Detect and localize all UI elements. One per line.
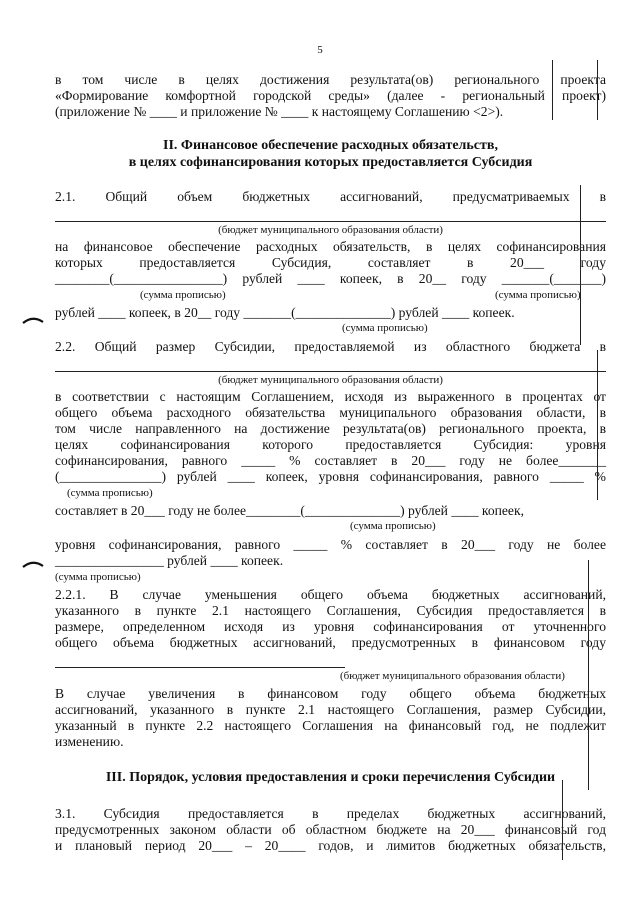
scan-artifact-line: [552, 60, 553, 120]
text-line: ________________ рублей ____ копеек.: [55, 553, 284, 568]
field-caption: (сумма прописью): [495, 289, 581, 301]
fill-in-rule: [55, 371, 606, 372]
text-line: общего объема бюджетных ассигнований, предусмотренных в финансовом году: [55, 635, 606, 650]
text-line: 2.2. Общий размер Субсидии, предоставляемой из областного бюджета в: [55, 339, 606, 354]
page-number: 5: [317, 44, 323, 56]
text-line: рублей ____ копеек, в 20__ году _______(______________) рублей ____ копеек.: [55, 305, 515, 320]
text-line: предусмотренных законом области об областном бюджете на 20___ финансовый год: [55, 822, 606, 837]
field-caption: (сумма прописью): [342, 322, 428, 334]
text-line: в соответствии с настоящим Соглашением, исходя из выраженного в процентах от: [55, 389, 606, 404]
scan-artifact-line: [562, 780, 563, 860]
text-line: указанный в пункте 2.2 настоящего Соглашения на финансовый год, не подлежит: [55, 718, 606, 733]
fill-in-rule: [55, 667, 345, 668]
section-heading: II. Финансовое обеспечение расходных обязательств,: [163, 138, 498, 153]
scan-artifact-line: [588, 560, 589, 790]
scan-artifact-line: [597, 350, 598, 500]
text-line: 3.1. Субсидия предоставляется в пределах бюджетных ассигнований,: [55, 806, 606, 821]
binding-mark-icon: [22, 317, 44, 324]
text-line: «Формирование комфортной городской среды» (далее - региональный проект): [55, 88, 606, 103]
text-line: которых предоставляется Субсидия, составляет в 20___ году: [55, 255, 606, 270]
text-line: софинансирования, равного _____ % составляет в 20___ году не более_______: [55, 453, 606, 468]
text-line: ________(________________) рублей ____ копеек, в 20__ году _______(_______): [55, 271, 606, 286]
field-caption: (сумма прописью): [350, 520, 436, 532]
field-caption: (бюджет муниципального образования области): [340, 670, 565, 682]
field-caption: (сумма прописью): [55, 571, 141, 583]
text-line: размере, определенном исходя из уровня софинансирования от уточненного: [55, 619, 606, 634]
text-line: изменению.: [55, 734, 124, 749]
section-heading: в целях софинансирования которых предоставляется Субсидия: [128, 155, 533, 170]
text-line: уровня софинансирования, равного _____ % составляет в 20___ году не более: [55, 537, 606, 552]
field-caption: (бюджет муниципального образования области): [218, 224, 443, 236]
text-line: 2.2.1. В случае уменьшения общего объема бюджетных ассигнований,: [55, 587, 606, 602]
section-heading: III. Порядок, условия предоставления и сроки перечисления Субсидии: [105, 770, 556, 785]
text-line: на финансовое обеспечение расходных обязательств, в целях софинансирования: [55, 239, 606, 254]
text-line: том числе направленного на достижение результата(ов) регионального проекта, в: [55, 421, 606, 436]
text-line: (_______________) рублей ____ копеек, уровня софинансирования, равного _____ %: [55, 469, 606, 484]
text-line: В случае увеличения в финансовом году общего объема бюджетных: [55, 686, 606, 701]
text-line: в том числе в целях достижения результата(ов) регионального проекта: [55, 72, 606, 87]
text-line: общего объема расходного обязательства муниципального образования области, в: [55, 405, 606, 420]
text-line: 2.1. Общий объем бюджетных ассигнований, предусматриваемых в: [55, 189, 606, 204]
text-line: ассигнований, указанного в пункте 2.1 настоящего Соглашения, размер Субсидии,: [55, 702, 606, 717]
fill-in-rule: [55, 221, 606, 222]
binding-mark-icon: [22, 561, 44, 568]
text-line: составляет в 20___ году не более________(______________) рублей ____ копеек,: [55, 503, 524, 518]
text-line: (приложение № ____ и приложение № ____ к настоящему Соглашению <2>).: [55, 104, 504, 119]
text-line: указанного в пункте 2.1 настоящего Соглашения, Субсидия предоставляется в: [55, 603, 606, 618]
scan-artifact-line: [580, 185, 581, 345]
field-caption: (сумма прописью): [140, 289, 226, 301]
text-line: и плановый период 20___ – 20____ годов, и лимитов бюджетных обязательств,: [55, 838, 606, 853]
text-line: целях софинансирования которого предоставляется Субсидия: уровня: [55, 437, 606, 452]
field-caption: (бюджет муниципального образования области): [218, 374, 443, 386]
scan-artifact-line: [597, 60, 598, 120]
field-caption: (сумма прописью): [67, 487, 153, 499]
